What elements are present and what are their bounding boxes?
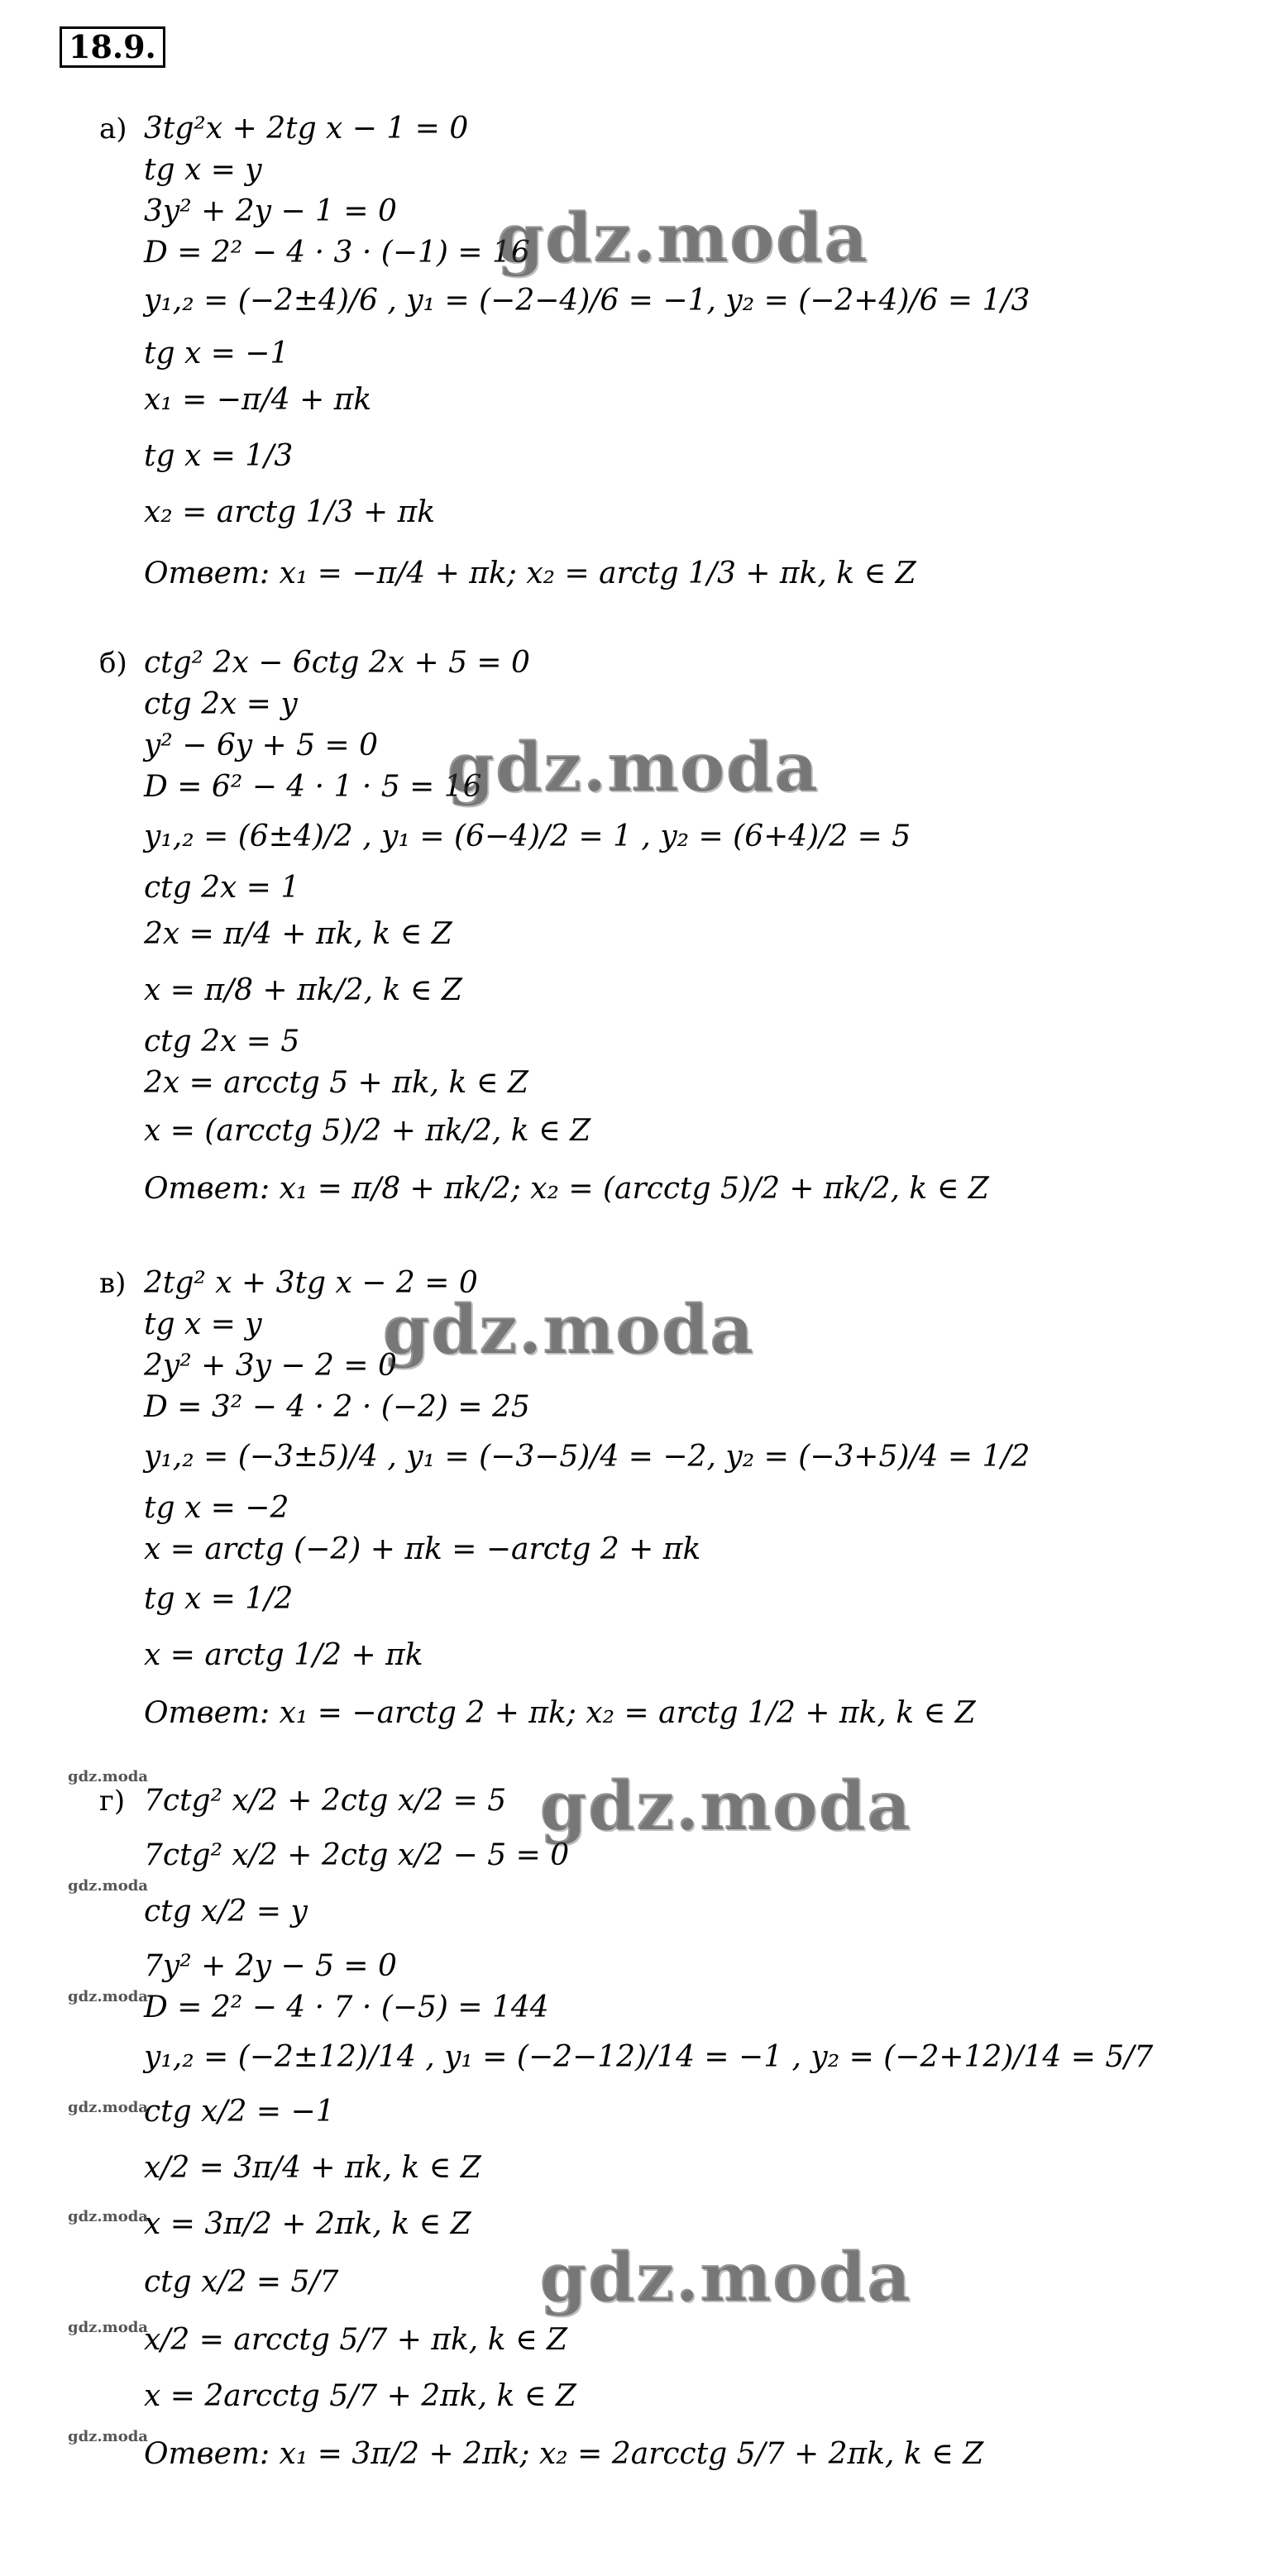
section-c-line: x = arctg (−2) + πk = −arctg 2 + πk	[144, 1532, 701, 1566]
small-watermark: gdz.moda	[68, 2208, 148, 2225]
section-a-line: D = 2² − 4 · 3 · (−1) = 16	[144, 236, 530, 270]
section-d-line: x = 2arcctg 5/7 + 2πk, k ∈ Z	[144, 2379, 576, 2413]
section-c-line: D = 3² − 4 · 2 · (−2) = 25	[144, 1390, 530, 1424]
section-a-line: x₂ = arctg 1/3 + πk	[144, 495, 436, 529]
section-a-line: 3tg²x + 2tg x − 1 = 0	[144, 112, 469, 146]
section-b-line: 2x = arcctg 5 + πk, k ∈ Z	[144, 1066, 528, 1100]
section-c-line: 2tg² x + 3tg x − 2 = 0	[144, 1266, 478, 1300]
small-watermark: gdz.moda	[68, 1988, 148, 2005]
small-watermark: gdz.moda	[68, 2428, 148, 2445]
watermark: gdz.moda	[382, 1290, 754, 1369]
section-d-line: ctg x/2 = 5/7	[144, 2265, 339, 2299]
section-b-line: y² − 6y + 5 = 0	[144, 729, 378, 762]
watermark: gdz.moda	[539, 2238, 911, 2317]
section-d-line: D = 2² − 4 · 7 · (−5) = 144	[144, 1991, 549, 2024]
section-d-line: x = 3π/2 + 2πk, k ∈ Z	[144, 2207, 471, 2241]
section-d-answer: Ответ: x₁ = 3π/2 + 2πk; x₂ = 2arcctg 5/7 + 2πk, k ∈ Z	[144, 2437, 984, 2471]
section-d-line: ctg x/2 = −1	[144, 2095, 335, 2129]
watermark: gdz.moda	[447, 728, 819, 807]
section-b-line: x = (arcctg 5)/2 + πk/2, k ∈ Z	[144, 1114, 591, 1148]
section-d-line: 7y² + 2y − 5 = 0	[144, 1949, 397, 1983]
section-c-answer: Ответ: x₁ = −arctg 2 + πk; x₂ = arctg 1/2 + πk, k ∈ Z	[144, 1696, 976, 1730]
section-b-line: y₁,₂ = (6±4)/2 , y₁ = (6−4)/2 = 1 , y₂ = (6+4)/2 = 5	[144, 820, 911, 853]
task-number: 18.9.	[60, 26, 165, 68]
section-b-answer: Ответ: x₁ = π/8 + πk/2; x₂ = (arcctg 5)/2 + πk/2, k ∈ Z	[144, 1172, 989, 1206]
small-watermark: gdz.moda	[68, 2319, 148, 2336]
section-c-line: tg x = −2	[144, 1491, 289, 1525]
section-a-line: tg x = −1	[144, 337, 289, 370]
small-watermark: gdz.moda	[68, 1877, 148, 1895]
section-b-line: D = 6² − 4 · 1 · 5 = 16	[144, 770, 482, 804]
section-b-line: 2x = π/4 + πk, k ∈ Z	[144, 917, 452, 951]
section-a-line: tg x = 1/3	[144, 439, 294, 473]
section-d-line: ctg x/2 = y	[144, 1895, 308, 1928]
section-c-letter: в)	[99, 1267, 127, 1300]
section-c-line: x = arctg 1/2 + πk	[144, 1638, 423, 1672]
section-c-line: y₁,₂ = (−3±5)/4 , y₁ = (−3−5)/4 = −2, y₂ = (−3+5)/4 = 1/2	[144, 1440, 1030, 1474]
section-b-line: ctg² 2x − 6ctg 2x + 5 = 0	[144, 646, 530, 680]
section-d-line: 7ctg² x/2 + 2ctg x/2 = 5	[144, 1784, 507, 1818]
section-c-line: tg x = y	[144, 1307, 262, 1341]
section-a-letter: а)	[99, 112, 127, 146]
section-a-line: 3y² + 2y − 1 = 0	[144, 194, 397, 228]
section-a-line: x₁ = −π/4 + πk	[144, 383, 372, 417]
section-d-letter: г)	[99, 1785, 126, 1818]
section-c-line: 2y² + 3y − 2 = 0	[144, 1349, 397, 1383]
section-a-line: tg x = y	[144, 153, 262, 187]
section-b-line: ctg 2x = 5	[144, 1025, 300, 1059]
section-d-line: y₁,₂ = (−2±12)/14 , y₁ = (−2−12)/14 = −1 , y₂ = (−2+12)/14 = 5/7	[144, 2040, 1154, 2074]
section-b-letter: б)	[99, 647, 127, 680]
section-d-line: 7ctg² x/2 + 2ctg x/2 − 5 = 0	[144, 1838, 570, 1872]
watermark: gdz.moda	[539, 1766, 911, 1846]
section-b-line: x = π/8 + πk/2, k ∈ Z	[144, 973, 462, 1007]
small-watermark: gdz.moda	[68, 1768, 148, 1785]
section-a-line: y₁,₂ = (−2±4)/6 , y₁ = (−2−4)/6 = −1, y₂ = (−2+4)/6 = 1/3	[144, 284, 1030, 318]
section-b-line: ctg 2x = 1	[144, 871, 300, 905]
section-c-line: tg x = 1/2	[144, 1582, 294, 1616]
small-watermark: gdz.moda	[68, 2099, 148, 2116]
section-a-answer: Ответ: x₁ = −π/4 + πk; x₂ = arctg 1/3 + πk, k ∈ Z	[144, 557, 916, 590]
section-b-line: ctg 2x = y	[144, 687, 298, 721]
watermark: gdz.moda	[496, 198, 868, 278]
section-d-line: x/2 = 3π/4 + πk, k ∈ Z	[144, 2151, 481, 2185]
section-d-line: x/2 = arcctg 5/7 + πk, k ∈ Z	[144, 2323, 568, 2357]
